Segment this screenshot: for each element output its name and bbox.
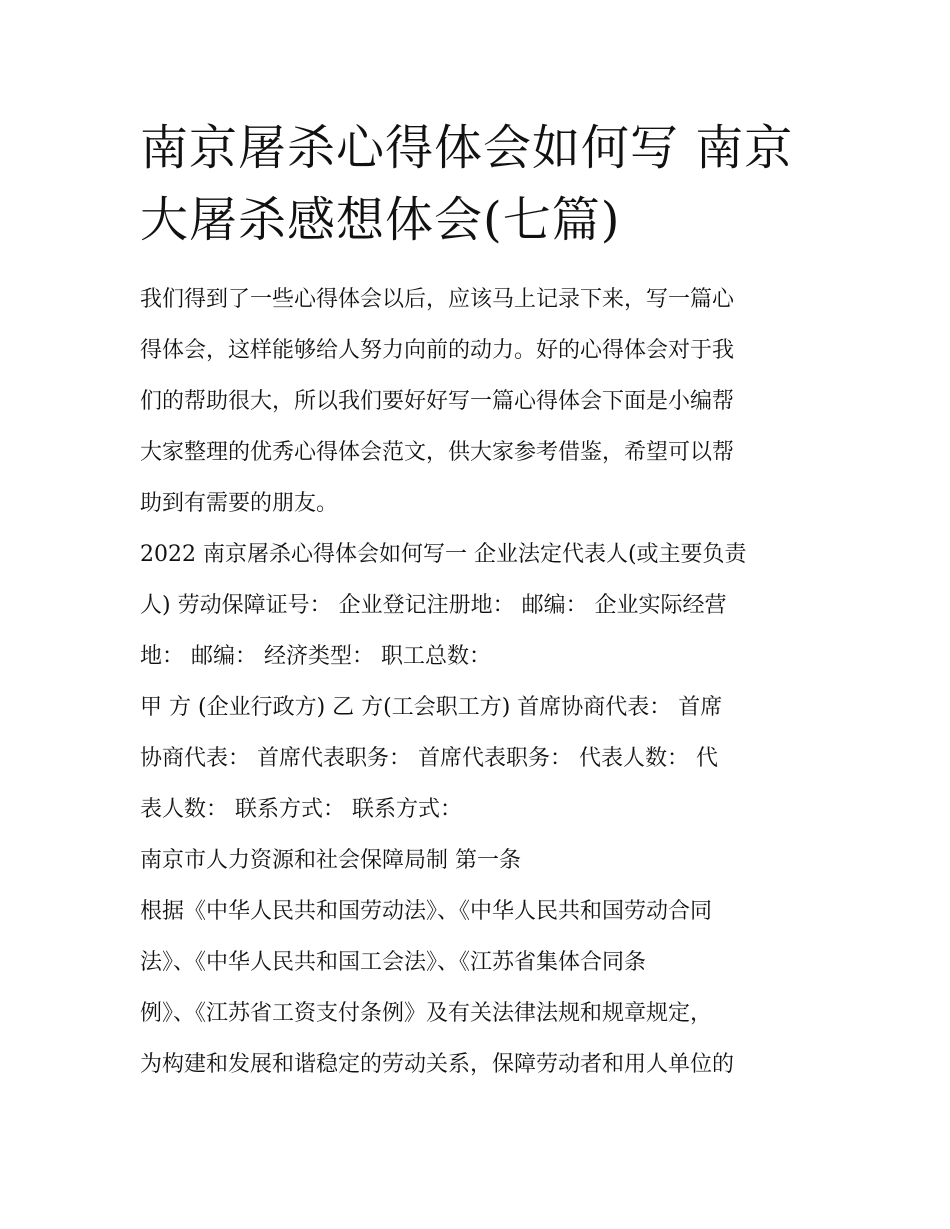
document-title: [140, 112, 820, 256]
legal-basis-paragraph: [140, 886, 820, 1090]
title-line: 南京屠杀心得体会如何写 南京: [140, 120, 794, 176]
bureau-paragraph: [140, 835, 820, 886]
text-line: 我们得到了一些心得体会以后，应该马上记录下来，写一篇心: [140, 287, 735, 312]
text-line: 表人数： 联系方式： 联系方式：: [140, 797, 462, 822]
text-line: 2022 南京屠杀心得体会如何写一 企业法定代表人(或主要负责: [140, 542, 747, 567]
intro-paragraph: [140, 274, 820, 529]
text-line: 法》、《中华人民共和国工会法》、《江苏省集体合同条: [140, 950, 647, 975]
text-line: 为构建和发展和谐稳定的劳动关系，保障劳动者和用人单位的: [140, 1052, 735, 1077]
text-line: 们的帮助很大，所以我们要好好写一篇心得体会下面是小编帮: [140, 389, 735, 414]
text-line: 助到有需要的朋友。: [140, 491, 339, 516]
text-line: 协商代表： 首席代表职务： 首席代表职务： 代表人数： 代: [140, 746, 718, 771]
text-line: 甲 方 (企业行政方) 乙 方(工会职工方) 首席协商代表： 首席: [140, 695, 723, 720]
text-line: 根据《中华人民共和国劳动法》、《中华人民共和国劳动合同: [140, 899, 713, 924]
document-page: [140, 112, 820, 1090]
text-line: 人) 劳动保障证号： 企业登记注册地： 邮编： 企业实际经营: [140, 593, 727, 618]
text-line: 例》、《江苏省工资支付条例》及有关法律法规和规章规定，: [140, 1001, 713, 1026]
text-line: 地： 邮编： 经济类型： 职工总数：: [140, 644, 491, 669]
parties-paragraph: [140, 682, 820, 835]
title-line: 大屠杀感想体会(七篇): [140, 192, 621, 248]
enterprise-info-paragraph: [140, 529, 820, 682]
text-line: 得体会，这样能够给人努力向前的动力。好的心得体会对于我: [140, 338, 735, 363]
text-line: 南京市人力资源和社会保障局制 第一条: [140, 848, 521, 873]
text-line: 大家整理的优秀心得体会范文，供大家参考借鉴，希望可以帮: [140, 440, 735, 465]
